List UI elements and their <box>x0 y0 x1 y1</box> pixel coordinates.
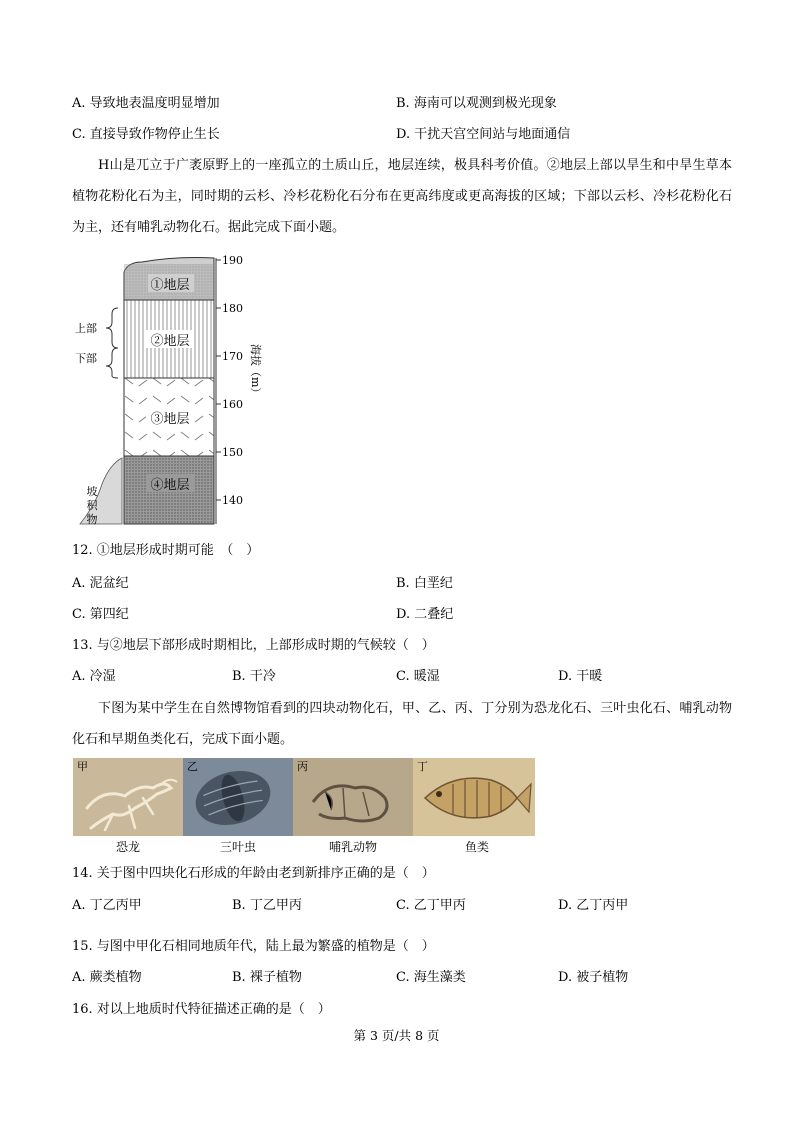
q14-option-a: A. 丁乙丙甲 <box>72 898 142 913</box>
slope-deposit-label <box>87 484 99 526</box>
passage-fossils: 下图为某中学生在自然博物馆看到的四块动物化石，甲、乙、丙、丁分别为恐龙化石、三叶虫化石、哺乳动物化石和早期鱼类化石，完成下面小题。 <box>72 701 732 747</box>
q16-stem: 16. 对以上地质时代特征描述正确的是（ ） <box>72 1002 331 1017</box>
lower-part-label: 下部 <box>75 352 97 365</box>
q15-option-c: C. 海生藻类 <box>396 970 466 985</box>
q15-stem: 15. 与图中甲化石相同地质年代，陆上最为繁盛的植物是（ ） <box>72 939 435 954</box>
layer-4-label: ④地层 <box>150 478 190 493</box>
fossil-trilobite <box>183 758 293 836</box>
fossil-caption-mammal: 哺乳动物 <box>328 840 378 854</box>
passage-h-mountain: H山是兀立于广袤原野上的一座孤立的土质山丘，地层连续，极具科考价值。②地层上部以旱生和中旱生草本植物花粉化石为主，同时期的云杉、冷杉花粉化石分布在更高纬度或更高海拔的区域；下部以云杉、冷杉花粉化石为主，还有哺乳动物化石。据此完成下面小题。 <box>72 158 732 235</box>
fossil-caption-dinosaur: 恐龙 <box>115 840 141 854</box>
fossil-tag-jia: 甲 <box>77 760 88 773</box>
q15-option-a: A. 蕨类植物 <box>72 970 142 985</box>
q13-option-a: A. 冷湿 <box>72 669 116 684</box>
q15-option-b: B. 裸子植物 <box>232 970 302 985</box>
q13-option-c: C. 暖湿 <box>396 669 440 684</box>
q12-stem: 12. ①地层形成时期可能 （ ） <box>72 543 260 558</box>
fossil-tag-bing: 丙 <box>297 760 308 773</box>
layer-2-label: ②地层 <box>150 334 190 349</box>
q12-option-b: B. 白垩纪 <box>396 576 453 591</box>
q14-option-d: D. 乙丁丙甲 <box>558 898 629 913</box>
fossil-dinosaur <box>73 758 183 836</box>
fossil-figure <box>73 758 535 858</box>
q13-stem: 13. 与②地层下部形成时期相比，上部形成时期的气候较（ ） <box>72 638 435 653</box>
fossil-caption-fish: 鱼类 <box>464 840 490 854</box>
strata-figure <box>66 248 276 530</box>
tick-190: 190 <box>222 254 243 267</box>
tick-170: 170 <box>222 350 243 363</box>
tick-140: 140 <box>222 494 243 507</box>
slope-label-1: 坡 <box>86 485 98 498</box>
q13-option-d: D. 干暖 <box>558 669 603 684</box>
q14-option-c: C. 乙丁甲丙 <box>396 898 466 913</box>
option-a: A. 导致地表温度明显增加 <box>72 96 220 111</box>
tick-160: 160 <box>222 398 243 411</box>
q12-option-d: D. 二叠纪 <box>396 607 454 622</box>
page-footer: 第 3 页/共 8 页 <box>353 1028 440 1043</box>
q12-option-a: A. 泥盆纪 <box>72 576 129 591</box>
upper-part-label: 上部 <box>75 322 97 335</box>
option-d: D. 干扰天宫空间站与地面通信 <box>396 127 571 142</box>
slope-label-3: 物 <box>86 513 98 526</box>
fossil-mammal <box>293 758 413 836</box>
q15-option-d: D. 被子植物 <box>558 970 629 985</box>
q12-option-c: C. 第四纪 <box>72 607 129 622</box>
elevation-axis-label: 海拔（m） <box>249 344 262 399</box>
tick-180: 180 <box>222 302 243 315</box>
option-b: B. 海南可以观测到极光现象 <box>396 96 557 111</box>
fossil-caption-trilobite: 三叶虫 <box>219 840 257 854</box>
fossil-fish <box>413 758 535 836</box>
elevation-axis <box>216 254 263 507</box>
q14-option-b: B. 丁乙甲丙 <box>232 898 302 913</box>
layer-3-label: ③地层 <box>150 412 190 427</box>
tick-150: 150 <box>222 446 243 459</box>
option-c: C. 直接导致作物停止生长 <box>72 127 220 142</box>
fossil-tag-ding: 丁 <box>417 760 428 773</box>
slope-label-2: 积 <box>86 499 98 512</box>
q14-stem: 14. 关于图中四块化石形成的年龄由老到新排序正确的是（ ） <box>72 866 435 881</box>
fossil-tag-yi: 乙 <box>187 760 198 773</box>
q13-option-b: B. 干冷 <box>232 669 276 684</box>
layer-1-label: ①地层 <box>150 278 190 293</box>
